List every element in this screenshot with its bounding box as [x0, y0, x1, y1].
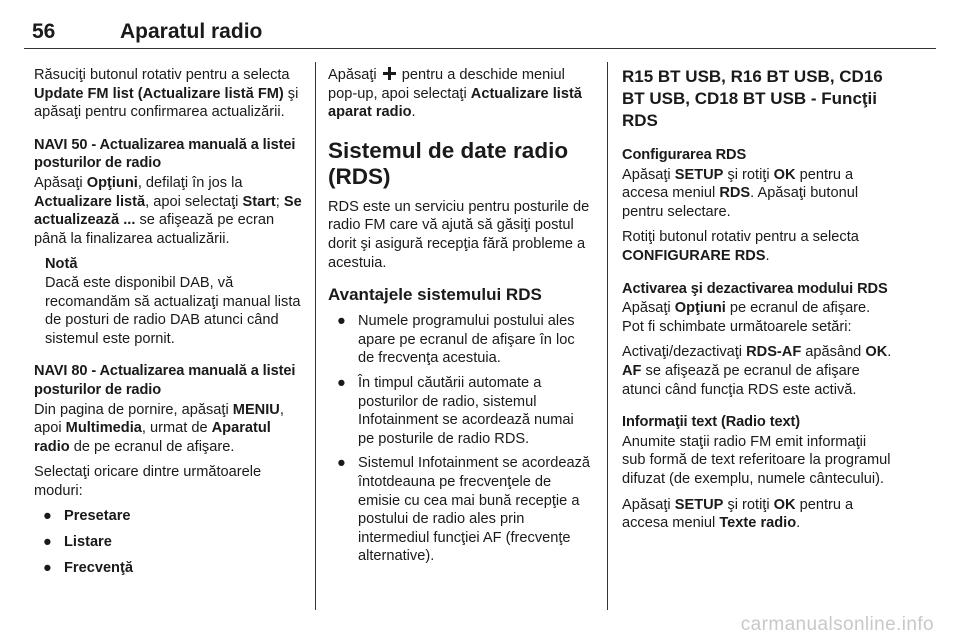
note-text: Dacă este disponibil DAB, vă recomandăm să actualizaţi manual lista de posturi de radio DAB atunci când sistemul este pornit. — [45, 274, 301, 347]
heading-advantages: Avantajele sistemului RDS — [328, 285, 542, 305]
paragraph-navi50: Apăsaţi Opţiuni, defilaţi în jos la Actualizare listă, apoi selectaţi Start; Se actualizează ... se afişează pe ecran până la finalizarea actualizării. — [34, 174, 302, 247]
paragraph-texte-radio: Apăsaţi SETUP şi rotiţi OK pentru a accesa meniul Texte radio. — [622, 496, 854, 532]
paragraph-popup: Apăsaţi pentru a deschide meniul pop-up, apoi selectaţi Actualizare listă aparat radio. — [328, 67, 582, 121]
heading-radio-text: Informaţii text (Radio text) — [622, 414, 801, 431]
watermark: carmanualsonline.info — [740, 614, 934, 635]
paragraph-select-mode: Selectaţi oricare dintre următoarele moduri: — [34, 464, 262, 499]
paragraph-rds: RDS este un serviciu pentru posturile de radio FM care vă ajută să găsiţi postul dorit şi asigură recepţia fără probleme a acestuia. — [328, 198, 590, 271]
list-item: ● Frecvenţă — [43, 559, 133, 576]
column-right — [622, 66, 892, 540]
column-left — [34, 66, 302, 584]
list-item: ● Numele programului postului ales apare pe ecranul de afişare în loc de frecvenţa acestuia. — [337, 313, 575, 367]
paragraph-config-rds: Rotiţi butonul rotativ pentru a selecta CONFIGURARE RDS. — [622, 229, 859, 264]
paragraph-config: Apăsaţi SETUP şi rotiţi OK pentru a accesa meniul RDS. Apăsaţi butonul pentru selectare. — [622, 166, 859, 220]
list-item: ● În timpul căutării automate a posturilor de radio, sistemul Infotainment se acordează numai pe posturile de radio RDS. — [337, 374, 574, 447]
heading-activate-rds: Activarea şi dezactivarea modului RDS — [622, 280, 888, 297]
note-title: Notă — [45, 256, 78, 273]
column-divider-2 — [607, 62, 608, 610]
advantages-list — [328, 312, 593, 566]
heading-config-rds: Configurarea RDS — [622, 147, 747, 163]
heading-r15-rds: R15 BT USB, R16 BT USB, CD16 BT USB, CD18 BT USB - Funcţii RDS — [622, 67, 883, 130]
heading-navi50: NAVI 50 - Actualizarea manuală a listei posturilor de radio — [34, 136, 296, 172]
list-item: ● Presetare — [43, 508, 131, 525]
paragraph-rds-af: Activaţi/dezactivaţi RDS-AF apăsând OK. AF se afişează pe ecranul de afişare atunci când funcţia RDS este activă. — [622, 344, 892, 398]
page-number: 56 — [32, 20, 56, 43]
note-box — [45, 255, 302, 348]
plus-icon — [383, 67, 396, 80]
column-middle — [328, 66, 593, 573]
paragraph-options: Apăsaţi Opţiuni pe ecranul de afişare. Pot fi schimbate următoarele setări: — [622, 300, 871, 335]
heading-rds: Sistemul de date radio (RDS) — [328, 137, 569, 189]
column-divider-1 — [315, 62, 316, 610]
paragraph-navi80: Din pagina de pornire, apăsaţi MENIU, apoi Multimedia, urmat de Aparatul radio de pe ecranul de afişare. — [34, 401, 284, 455]
page-header — [24, 14, 936, 49]
list-item: ● Listare — [43, 534, 112, 551]
paragraph-radio-text: Anumite staţii radio FM emit informaţii sub formă de text referitoare la programul difuzat (de exemplu, numele cântecului). — [622, 433, 891, 487]
paragraph-update-fm: Răsuciţi butonul rotativ pentru a selecta Update FM list (Actualizare listă FM) şi apăsaţi pentru confirmarea actualizării. — [34, 67, 299, 121]
page-title: Aparatul radio — [120, 20, 263, 43]
heading-navi80: NAVI 80 - Actualizarea manuală a listei posturilor de radio — [34, 363, 296, 398]
mode-list — [34, 507, 302, 577]
list-item: ● Sistemul Infotainment se acordează întotdeauna pe frecvenţele de emisie cu cea mai bună recepţie a postului de radio ales prin intermediul funcţiei AF (frecvenţe alternative). — [337, 455, 591, 565]
